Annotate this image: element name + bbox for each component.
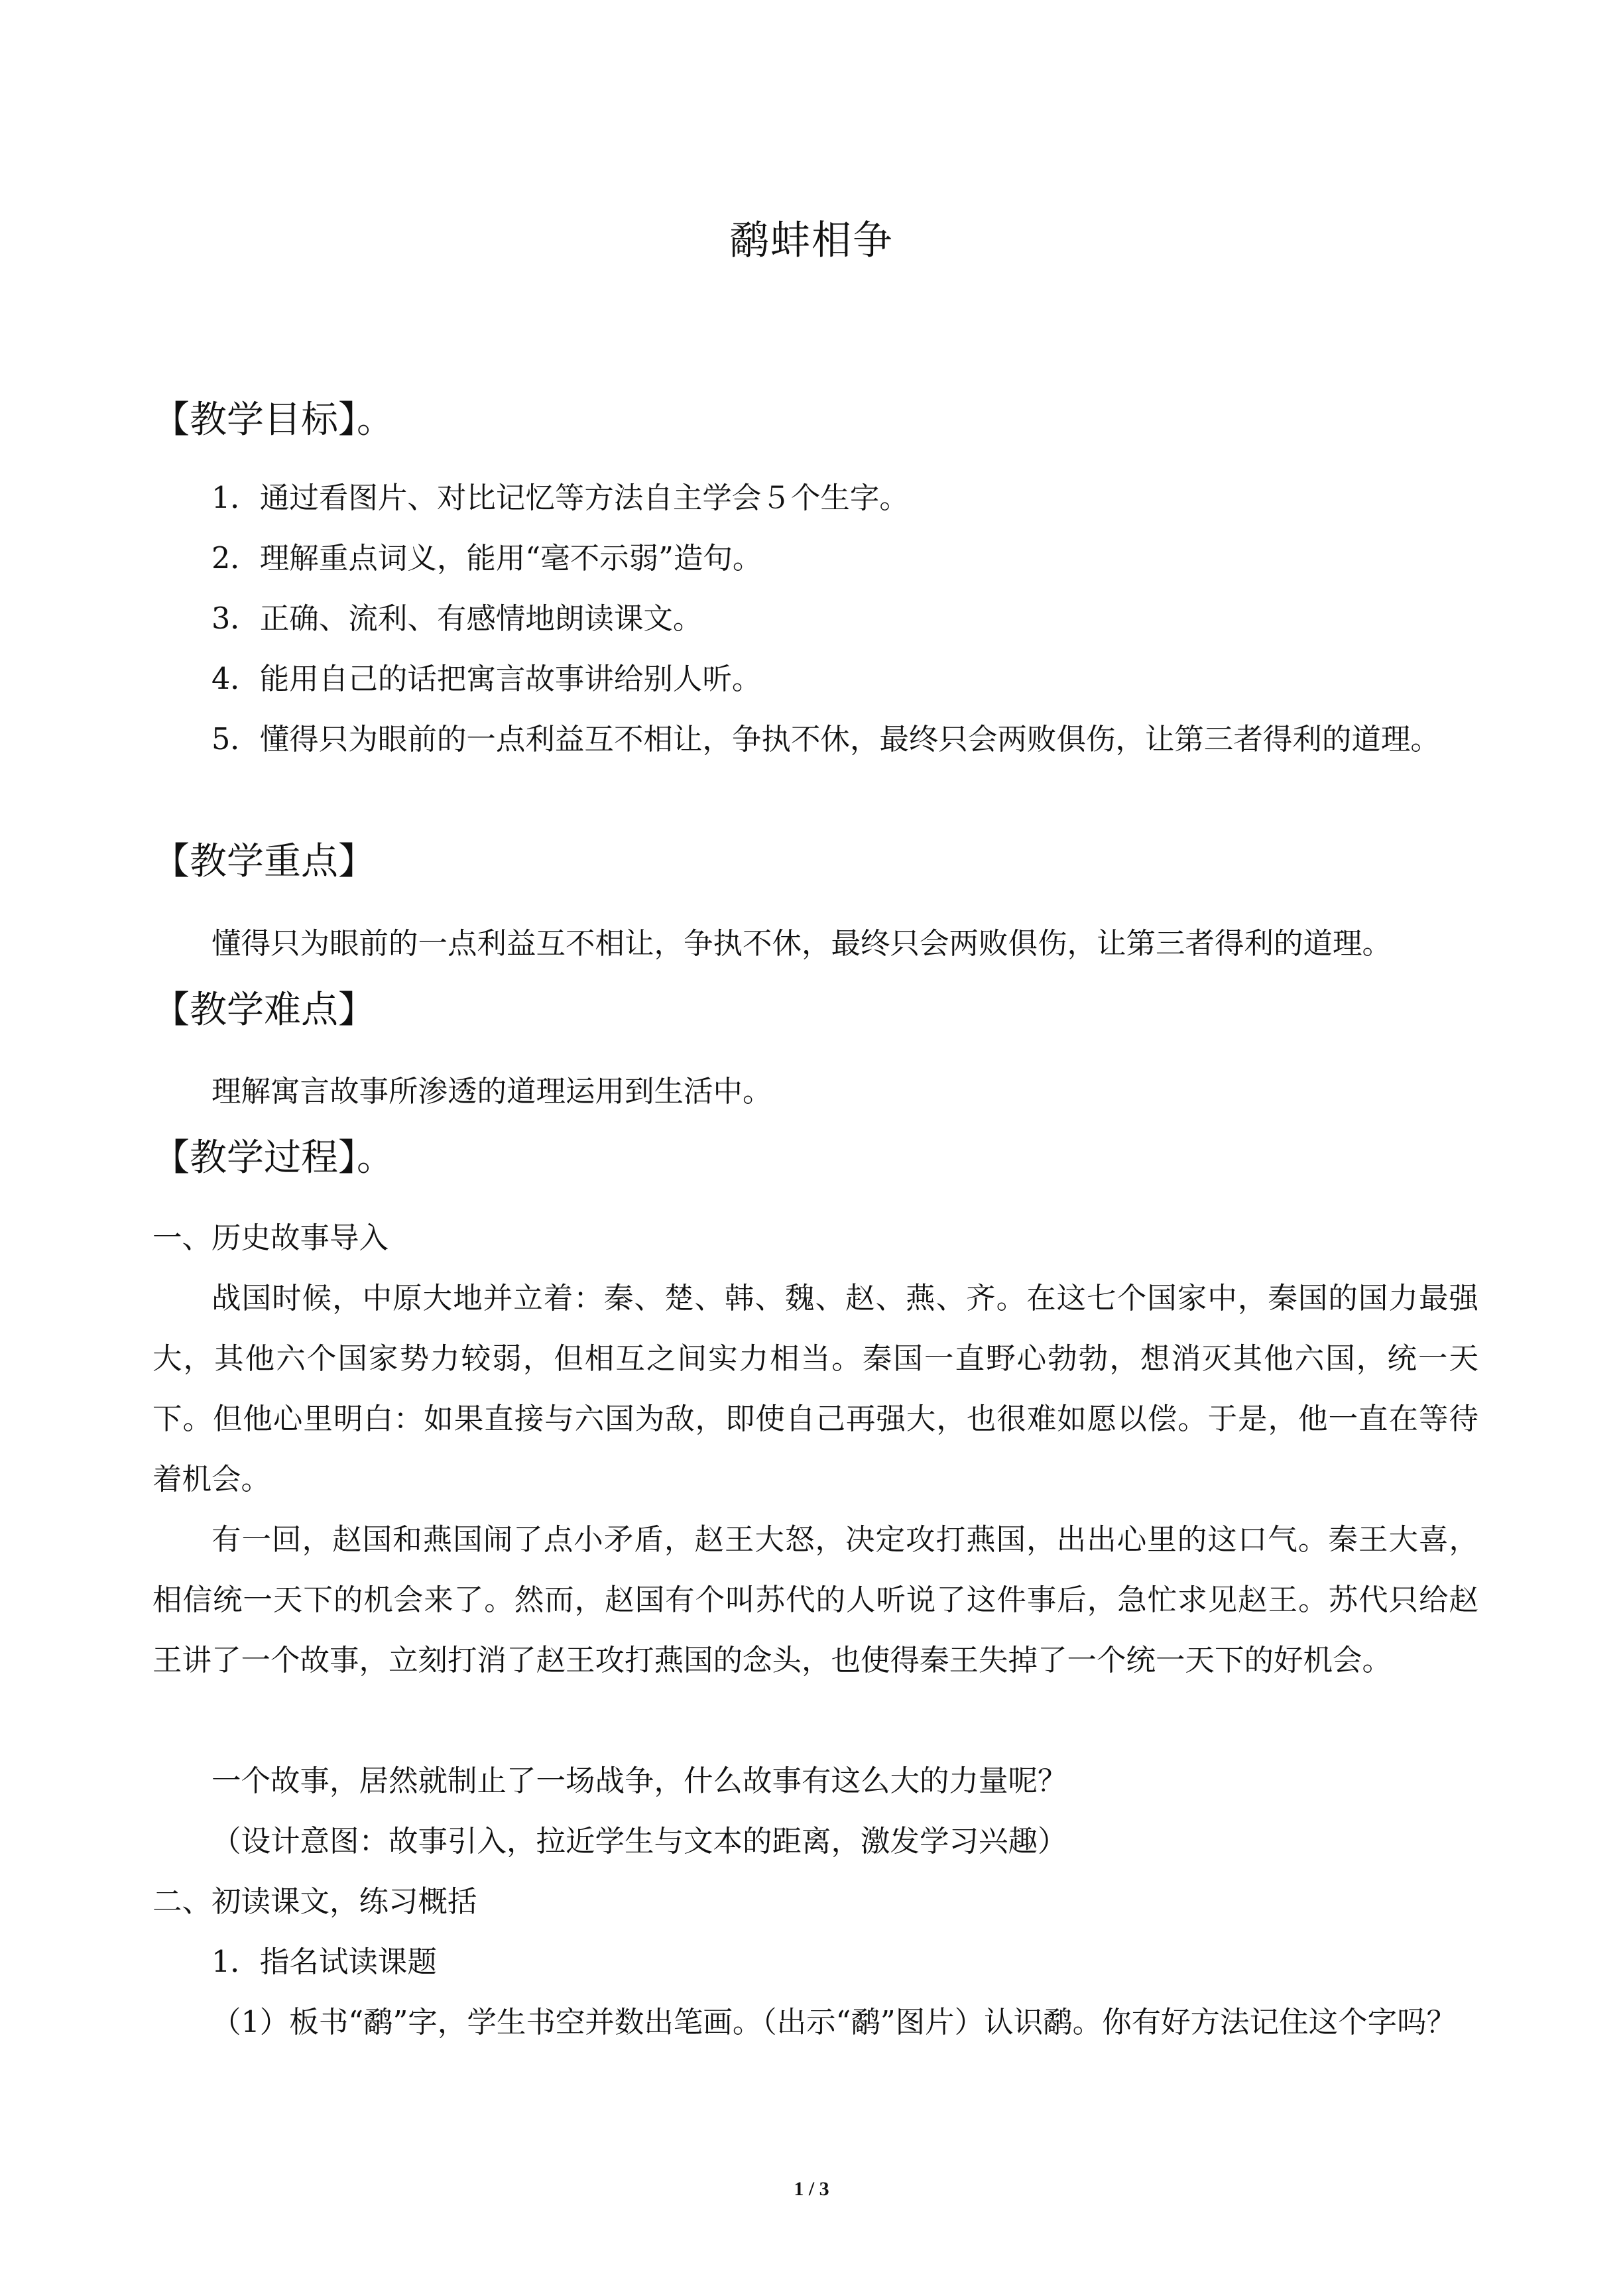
page-number: 1 / 3	[794, 2178, 829, 2200]
section-1-paragraph: 有一回，赵国和燕国闹了点小矛盾，赵王大怒，决定攻打燕国，出出心里的这口气。秦王大喜，相信统一天下的机会来了。然而，赵国有个叫苏代的人听说了这件事后，急忙求见赵王。苏代只给赵王讲了一个故事，立刻打消了赵王攻打燕国的念头，也使得秦王失掉了一个统一天下的好机会。	[152, 1523, 1478, 1677]
section-1-title: 一、历史故事导入	[152, 1221, 389, 1255]
section-2-paragraph: （1）板书“鹬”字，学生书空并数出笔画。（出示“鹬”图片）认识鹬。你有好方法记住这个字吗？	[211, 2006, 1457, 2039]
objective-item-3: 3．正确、流利、有感情地朗读课文。	[211, 602, 703, 636]
difficulties-text: 理解寓言故事所渗透的道理运用到生活中。	[211, 1075, 772, 1109]
difficulties-heading: 【教学难点】	[152, 989, 375, 1032]
design-intent-note: （设计意图：故事引入，拉近学生与文本的距离，激发学习兴趣）	[211, 1825, 1067, 1858]
objective-item-5: 5．懂得只为眼前的一点利益互不相让，争执不休，最终只会两败俱伤，让第三者得利的道理。	[211, 723, 1440, 756]
objective-item-2: 2．理解重点词义，能用“毫不示弱”造句。	[211, 542, 762, 575]
objective-item-4: 4．能用自己的话把寓言故事讲给别人听。	[211, 662, 762, 696]
section-2-paragraph: 1．指名试读课题	[211, 1945, 437, 1979]
key-points-heading: 【教学重点】	[152, 840, 375, 883]
section-1-paragraph: 一个故事，居然就制止了一场战争，什么故事有这么大的力量呢？	[211, 1764, 1067, 1798]
section-1-paragraph: 战国时候，中原大地并立着：秦、楚、韩、魏、赵、燕、齐。在这七个国家中，秦国的国力最强大，其他六个国家势力较弱，但相互之间实力相当。秦国一直野心勃勃，想消灭其他六国，统一天下。但他心里明白：如果直接与六国为敌，即使自己再强大，也很难如愿以偿。于是，他一直在等待着机会。	[152, 1282, 1478, 1496]
objectives-heading: 【教学目标】。	[152, 398, 394, 442]
section-2-title: 二、初读课文，练习概括	[152, 1885, 477, 1919]
objective-item-1: 1．通过看图片、对比记忆等方法自主学会５个生字。	[211, 481, 909, 515]
process-heading: 【教学过程】。	[152, 1136, 394, 1179]
key-points-text: 懂得只为眼前的一点利益互不相让，争执不休，最终只会两败俱伤，让第三者得利的道理。	[211, 927, 1392, 961]
document-title: 鹬蚌相争	[729, 217, 894, 264]
